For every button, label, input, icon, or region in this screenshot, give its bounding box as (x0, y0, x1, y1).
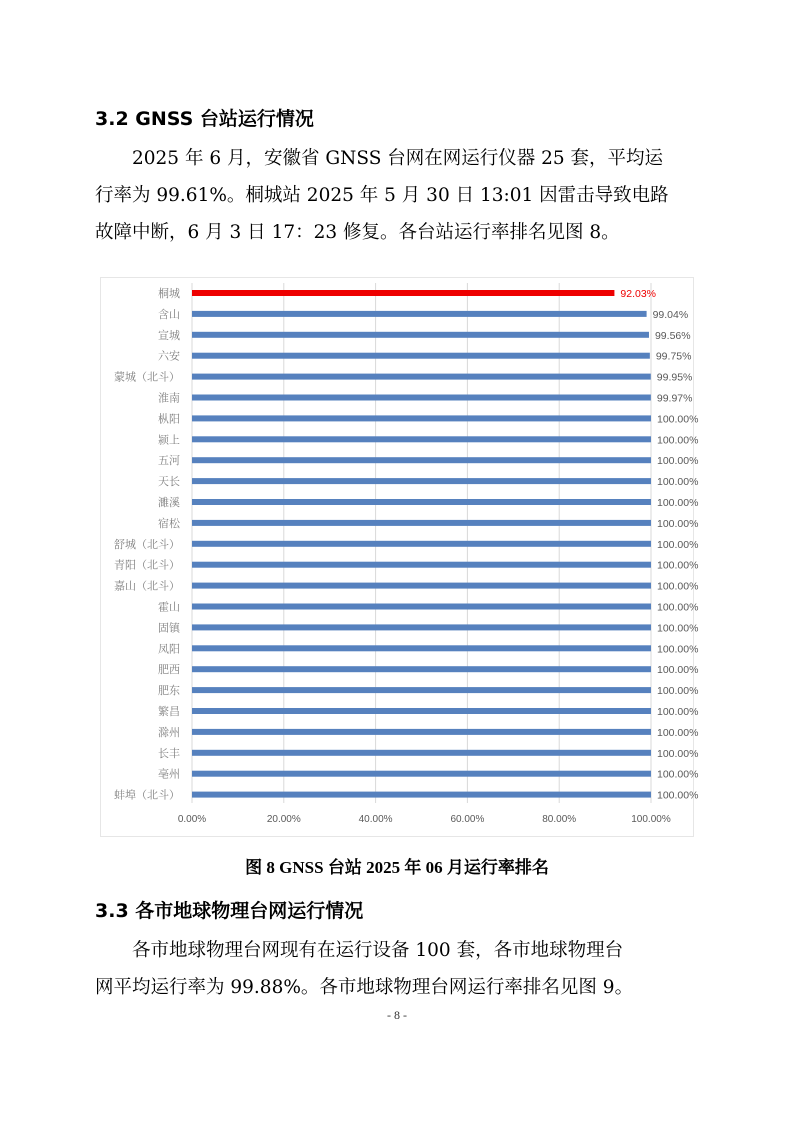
category-label: 霍山 (158, 600, 180, 614)
data-label: 99.04% (652, 308, 689, 321)
paragraph-line: 2025 年 6 月，安徽省 GNSS 台网在网运行仪器 25 套，平均运 (132, 148, 664, 169)
data-label: 100.00% (657, 434, 699, 447)
data-label: 92.03% (620, 288, 657, 300)
data-label: 99.97% (656, 392, 693, 405)
x-tick-label: 40.00% (358, 814, 393, 825)
category-label: 宣城 (158, 328, 180, 342)
data-label: 100.00% (657, 580, 699, 593)
data-label: 100.00% (657, 455, 699, 468)
bar (192, 353, 650, 359)
category-label: 肥东 (158, 684, 180, 698)
paragraph-line: 行率为 99.61%。桐城站 2025 年 5 月 30 日 13:01 因雷击导致电路 (95, 185, 669, 206)
data-label: 99.95% (656, 371, 693, 384)
bar (192, 792, 651, 798)
x-tick-label: 100.00% (631, 814, 671, 825)
category-label: 天长 (158, 475, 180, 489)
data-label: 100.00% (657, 747, 699, 760)
bar (192, 520, 651, 526)
data-label: 100.00% (657, 476, 699, 489)
category-label: 蒙城（北斗） (114, 370, 180, 384)
category-label: 滁州 (158, 725, 180, 739)
data-label: 100.00% (657, 559, 699, 572)
data-label: 100.00% (657, 789, 699, 802)
x-tick-label: 0.00% (177, 814, 207, 825)
bar (192, 562, 651, 568)
data-label: 100.00% (657, 601, 699, 614)
category-label: 肥西 (158, 663, 180, 677)
category-label: 桐城 (158, 287, 180, 300)
bar (192, 583, 651, 589)
bar (192, 750, 651, 756)
category-label: 淮南 (158, 391, 180, 405)
category-label: 枞阳 (158, 412, 180, 426)
category-label: 繁昌 (158, 705, 180, 718)
data-label: 100.00% (657, 768, 699, 781)
bar (192, 687, 651, 693)
category-label: 凤阳 (158, 642, 180, 656)
paragraph-line: 故障中断，6 月 3 日 17：23 修复。各台站运行率排名见图 8。 (95, 222, 620, 243)
bar (192, 541, 651, 547)
x-tick-label: 60.00% (450, 814, 485, 825)
category-label: 五河 (158, 454, 180, 468)
bar (192, 771, 651, 777)
bar (192, 666, 651, 672)
figure-caption: 图 8 GNSS 台站 2025 年 06 月运行率排名 (245, 858, 549, 877)
paragraph-line: 网平均运行率为 99.88%。各市地球物理台网运行率排名见图 9。 (95, 977, 634, 998)
paragraph-gnss (95, 140, 705, 251)
category-label: 长丰 (158, 746, 180, 760)
data-label: 100.00% (657, 413, 699, 426)
bar (192, 645, 651, 651)
bar (192, 499, 651, 505)
bar (192, 457, 651, 463)
bar (192, 729, 651, 735)
bar (192, 395, 651, 401)
data-label: 100.00% (657, 726, 699, 739)
section-heading-3-3: 3.3 各市地球物理台网运行情况 (95, 900, 364, 922)
category-label: 嘉山（北斗） (114, 579, 180, 593)
gnss-uptime-chart (100, 277, 699, 837)
data-label: 100.00% (657, 497, 699, 509)
bar (192, 332, 649, 338)
category-label: 六安 (158, 349, 180, 363)
bar (192, 311, 647, 317)
data-label: 99.75% (655, 350, 692, 363)
data-label: 100.00% (657, 643, 699, 656)
bar (192, 604, 651, 610)
x-tick-label: 20.00% (266, 814, 301, 825)
category-label: 青阳（北斗） (114, 558, 180, 572)
bar (192, 374, 651, 380)
category-label: 蚌埠（北斗） (114, 788, 180, 802)
category-label: 含山 (158, 307, 180, 321)
bar (192, 290, 614, 296)
category-label: 亳州 (158, 767, 180, 781)
bar (192, 708, 651, 714)
x-tick-label: 80.00% (542, 814, 577, 825)
category-label: 宿松 (158, 516, 180, 530)
bar (192, 624, 651, 630)
data-label: 100.00% (657, 517, 699, 530)
category-label: 濉溪 (158, 496, 180, 509)
section-heading-3-2: 3.2 GNSS 台站运行情况 (95, 108, 314, 130)
paragraph-city-network (95, 932, 705, 1006)
page-number: - 8 - (387, 1008, 407, 1022)
data-label: 99.56% (654, 329, 691, 342)
paragraph-line: 各市地球物理台网现有在运行设备 100 套，各市地球物理台 (132, 940, 624, 961)
bar (192, 478, 651, 484)
bar (192, 436, 651, 442)
data-label: 100.00% (657, 622, 699, 635)
data-label: 100.00% (657, 706, 699, 718)
data-label: 100.00% (657, 538, 699, 551)
category-label: 固镇 (158, 621, 180, 635)
data-label: 100.00% (657, 685, 699, 698)
bar (192, 415, 651, 421)
category-label: 颍上 (158, 433, 180, 447)
category-label: 舒城（北斗） (114, 537, 180, 551)
data-label: 100.00% (657, 664, 699, 677)
